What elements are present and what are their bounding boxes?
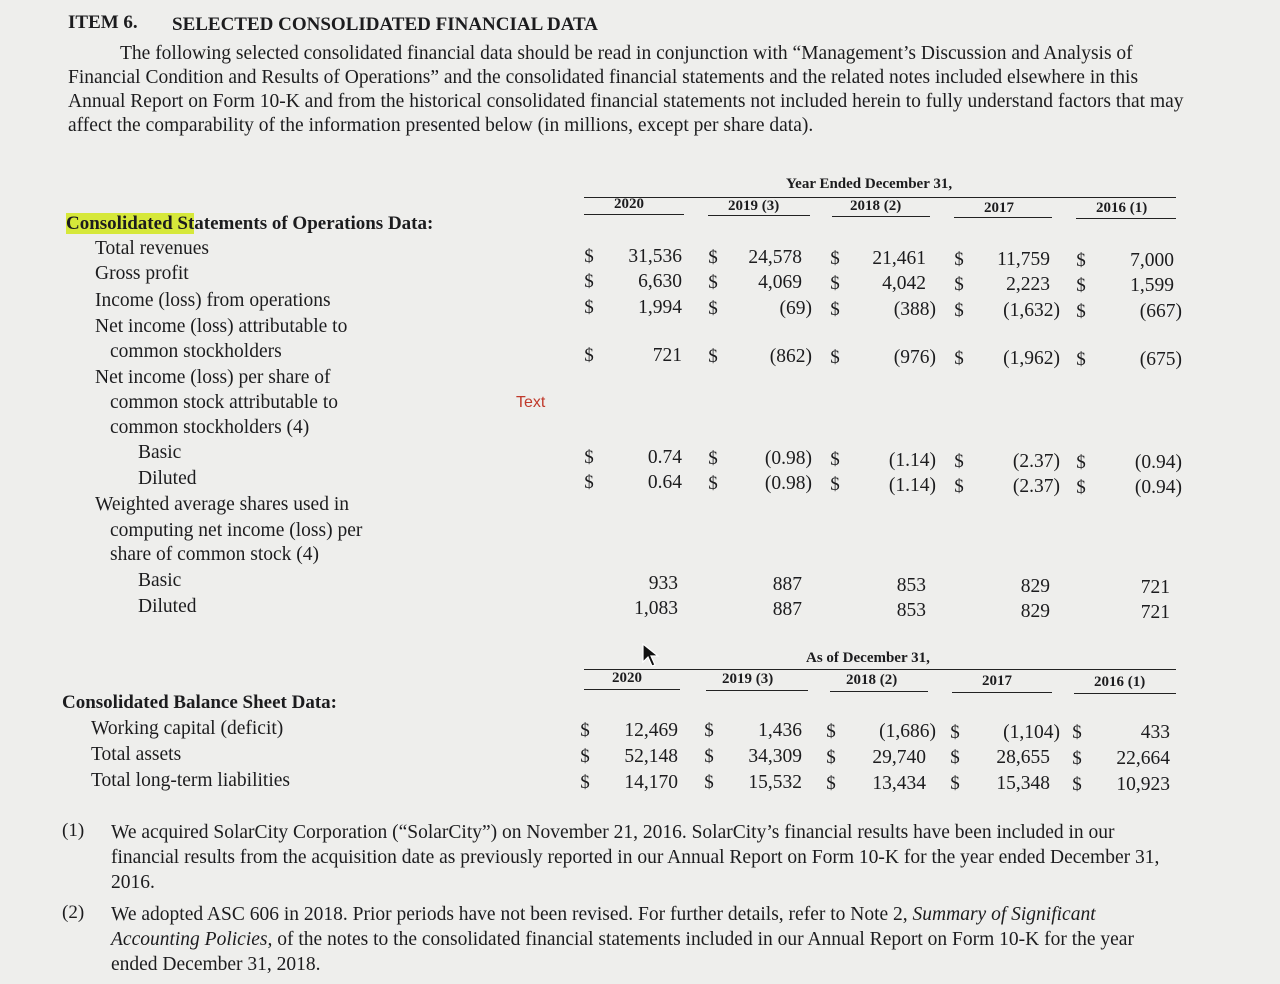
bs-col-rule	[830, 691, 928, 692]
cell-net-income-2016: (675)	[1139, 349, 1182, 370]
currency-symbol: $	[708, 298, 718, 319]
currency-symbol: $	[950, 747, 960, 768]
cell-eps-diluted-2017: (2.37)	[1012, 476, 1060, 497]
cell-income-ops-2020: 1,994	[638, 297, 682, 318]
currency-symbol: $	[708, 473, 718, 494]
cell-revenues-2019: 24,578	[748, 247, 802, 268]
cell-shares-basic-2018: 853	[896, 575, 926, 596]
label-shares-diluted: Diluted	[138, 596, 197, 617]
ops-year-2020: 2020	[614, 196, 644, 212]
cell-eps-diluted-2019: (0.98)	[764, 473, 812, 494]
bs-year-2016: 2016 (1)	[1094, 674, 1146, 690]
currency-symbol: $	[954, 348, 964, 369]
cell-income-ops-2019: (69)	[779, 298, 812, 319]
cell-eps-diluted-2018: (1.14)	[888, 475, 936, 496]
cell-assets-2016: 22,664	[1116, 748, 1170, 769]
ops-col-rule	[708, 215, 810, 216]
currency-symbol: $	[826, 747, 836, 768]
cell-eps-basic-2017: (2.37)	[1012, 451, 1060, 472]
cell-wc-2016: 433	[1140, 722, 1170, 743]
item-number: ITEM 6.	[68, 12, 138, 33]
bs-year-2017: 2017	[982, 673, 1012, 689]
currency-symbol: $	[1076, 250, 1086, 271]
currency-symbol: $	[1076, 301, 1086, 322]
label-weighted-shares-cont: computing net income (loss) per	[110, 520, 363, 541]
bs-col-rule	[584, 689, 680, 690]
currency-symbol: $	[1072, 748, 1082, 769]
bs-year-2019: 2019 (3)	[722, 671, 774, 687]
cell-income-ops-2018: (388)	[893, 299, 936, 320]
footnote-number: (1)	[62, 820, 85, 841]
currency-symbol: $	[704, 746, 714, 767]
cell-ltl-2018: 13,434	[872, 773, 926, 794]
cell-ltl-2016: 10,923	[1116, 774, 1170, 795]
cell-wc-2020: 12,469	[624, 720, 678, 741]
cell-revenues-2020: 31,536	[628, 246, 682, 267]
label-net-income: Net income (loss) attributable to	[95, 316, 348, 337]
cell-shares-basic-2016: 721	[1140, 577, 1170, 598]
annotation-label: Text	[516, 394, 546, 411]
cell-eps-diluted-2020: 0.64	[647, 472, 682, 493]
cell-eps-basic-2016: (0.94)	[1134, 452, 1182, 473]
cell-shares-diluted-2020: 1,083	[634, 598, 678, 619]
currency-symbol: $	[584, 271, 594, 292]
cell-assets-2020: 52,148	[624, 746, 678, 767]
cell-shares-diluted-2016: 721	[1140, 602, 1170, 623]
cell-income-ops-2016: (667)	[1139, 301, 1182, 322]
label-eps: Net income (loss) per share of	[95, 367, 331, 388]
currency-symbol: $	[830, 474, 840, 495]
footnote-text: We adopted ASC 606 in 2018. Prior periods have not been revised. For further details, refer to Note 2, Summary of Significant Accounting Policies, of the notes to the consolidated financial statements included in our Annual Report on Form 10-K for the year ended December 31, 2018.	[111, 904, 1134, 975]
label-gross-profit: Gross profit	[95, 263, 189, 284]
ops-col-rule	[1076, 218, 1176, 219]
bs-header-rule	[584, 669, 1176, 670]
currency-symbol: $	[826, 773, 836, 794]
cell-eps-basic-2019: (0.98)	[764, 448, 812, 469]
cell-assets-2017: 28,655	[996, 747, 1050, 768]
label-eps-cont: common stock attributable to	[110, 392, 338, 413]
currency-symbol: $	[1076, 349, 1086, 370]
currency-symbol: $	[584, 246, 594, 267]
section-title: SELECTED CONSOLIDATED FINANCIAL DATA	[172, 14, 598, 35]
currency-symbol: $	[954, 476, 964, 497]
currency-symbol: $	[708, 346, 718, 367]
cell-gross-2018: 4,042	[882, 273, 926, 294]
currency-symbol: $	[1076, 477, 1086, 498]
cell-wc-2017: (1,104)	[1003, 722, 1060, 743]
italic-reference: Summary of Significant Accounting Policies,	[111, 904, 1096, 950]
footnote-text: We acquired SolarCity Corporation (“SolarCity”) on November 21, 2016. SolarCity’s financial results have been included in our financial results from the acquisition date as previously reported in our Annual Report on Form 10-K for the year ended December 31, 2016.	[111, 822, 1160, 893]
cell-net-income-2019: (862)	[769, 346, 812, 367]
bs-section-title: Consolidated Balance Sheet Data:	[62, 692, 337, 713]
cell-ltl-2017: 15,348	[996, 773, 1050, 794]
cell-revenues-2016: 7,000	[1130, 250, 1174, 271]
ops-section-title: Consolidated Statements of Operations Data:	[66, 213, 434, 234]
ops-year-2016: 2016 (1)	[1096, 200, 1148, 216]
cell-ltl-2019: 15,532	[748, 772, 802, 793]
currency-symbol: $	[584, 472, 594, 493]
label-working-capital: Working capital (deficit)	[91, 718, 284, 739]
currency-symbol: $	[954, 300, 964, 321]
cell-wc-2018: (1,686)	[879, 721, 936, 742]
cell-assets-2019: 34,309	[748, 746, 802, 767]
bs-period-header: As of December 31,	[806, 650, 930, 666]
cell-shares-diluted-2017: 829	[1020, 601, 1050, 622]
ops-year-2019: 2019 (3)	[728, 198, 780, 214]
cell-net-income-2018: (976)	[893, 347, 936, 368]
currency-symbol: $	[584, 297, 594, 318]
currency-symbol: $	[954, 451, 964, 472]
currency-symbol: $	[584, 345, 594, 366]
label-weighted-shares: Weighted average shares used in	[95, 494, 349, 515]
cell-eps-diluted-2016: (0.94)	[1134, 477, 1182, 498]
ops-col-rule	[954, 217, 1052, 218]
ops-year-2017: 2017	[984, 200, 1014, 216]
bs-col-rule	[1074, 693, 1176, 694]
cell-income-ops-2017: (1,632)	[1003, 300, 1060, 321]
cell-wc-2019: 1,436	[758, 720, 802, 741]
cell-gross-2017: 2,223	[1006, 274, 1050, 295]
ops-period-header: Year Ended December 31,	[786, 176, 953, 192]
cell-gross-2019: 4,069	[758, 272, 802, 293]
label-shares-basic: Basic	[138, 570, 182, 591]
currency-symbol: $	[580, 720, 590, 741]
currency-symbol: $	[704, 772, 714, 793]
cell-ltl-2020: 14,170	[624, 772, 678, 793]
intro-paragraph: The following selected consolidated financial data should be read in conjunction with “Management’s Discussion and Analysis of Financial Condition and Results of Operations” and the consolidated financial statements and the related notes included elsewhere in this Annual Report on Form 10-K and from the historical consolidated financial statements not included herein to fully understand factors that may affect the comparability of the information presented below (in millions, except per share data).	[68, 43, 1184, 136]
highlighted-text: Consolidated St	[66, 213, 195, 234]
currency-symbol: $	[584, 447, 594, 468]
currency-symbol: $	[580, 746, 590, 767]
currency-symbol: $	[954, 274, 964, 295]
currency-symbol: $	[826, 721, 836, 742]
cell-revenues-2018: 21,461	[872, 248, 926, 269]
cell-gross-2020: 6,630	[638, 271, 682, 292]
currency-symbol: $	[580, 772, 590, 793]
currency-symbol: $	[950, 773, 960, 794]
cell-shares-basic-2020: 933	[648, 573, 678, 594]
cell-gross-2016: 1,599	[1130, 275, 1174, 296]
ops-col-rule	[584, 214, 684, 215]
label-eps-diluted: Diluted	[138, 468, 197, 489]
cell-shares-diluted-2019: 887	[772, 599, 802, 620]
cell-net-income-2020: 721	[652, 345, 682, 366]
cell-assets-2018: 29,740	[872, 747, 926, 768]
currency-symbol: $	[830, 299, 840, 320]
label-eps-cont: common stockholders (4)	[110, 417, 310, 438]
currency-symbol: $	[1076, 452, 1086, 473]
currency-symbol: $	[954, 249, 964, 270]
ops-col-rule	[832, 216, 930, 217]
cell-eps-basic-2020: 0.74	[647, 447, 682, 468]
label-total-lt-liabilities: Total long-term liabilities	[91, 770, 291, 791]
label-income-ops: Income (loss) from operations	[95, 290, 331, 311]
currency-symbol: $	[950, 722, 960, 743]
footnote-number: (2)	[62, 902, 85, 923]
currency-symbol: $	[830, 273, 840, 294]
cell-shares-diluted-2018: 853	[896, 600, 926, 621]
currency-symbol: $	[830, 248, 840, 269]
currency-symbol: $	[708, 448, 718, 469]
label-eps-basic: Basic	[138, 442, 182, 463]
cell-net-income-2017: (1,962)	[1003, 348, 1060, 369]
currency-symbol: $	[1072, 774, 1082, 795]
label-net-income-cont: common stockholders	[110, 341, 282, 362]
cell-shares-basic-2017: 829	[1020, 576, 1050, 597]
cell-revenues-2017: 11,759	[997, 249, 1050, 270]
currency-symbol: $	[704, 720, 714, 741]
ops-year-2018: 2018 (2)	[850, 198, 902, 214]
currency-symbol: $	[830, 347, 840, 368]
bs-year-2020: 2020	[612, 670, 642, 686]
currency-symbol: $	[708, 247, 718, 268]
currency-symbol: $	[708, 272, 718, 293]
mouse-cursor-icon	[641, 642, 665, 668]
label-total-revenues: Total revenues	[95, 238, 209, 259]
currency-symbol: $	[830, 449, 840, 470]
bs-year-2018: 2018 (2)	[846, 672, 898, 688]
currency-symbol: $	[1076, 275, 1086, 296]
cell-shares-basic-2019: 887	[772, 574, 802, 595]
bs-col-rule	[952, 692, 1052, 693]
label-weighted-shares-cont: share of common stock (4)	[110, 544, 320, 565]
label-total-assets: Total assets	[91, 744, 182, 765]
bs-col-rule	[706, 690, 808, 691]
cell-eps-basic-2018: (1.14)	[888, 450, 936, 471]
currency-symbol: $	[1072, 722, 1082, 743]
